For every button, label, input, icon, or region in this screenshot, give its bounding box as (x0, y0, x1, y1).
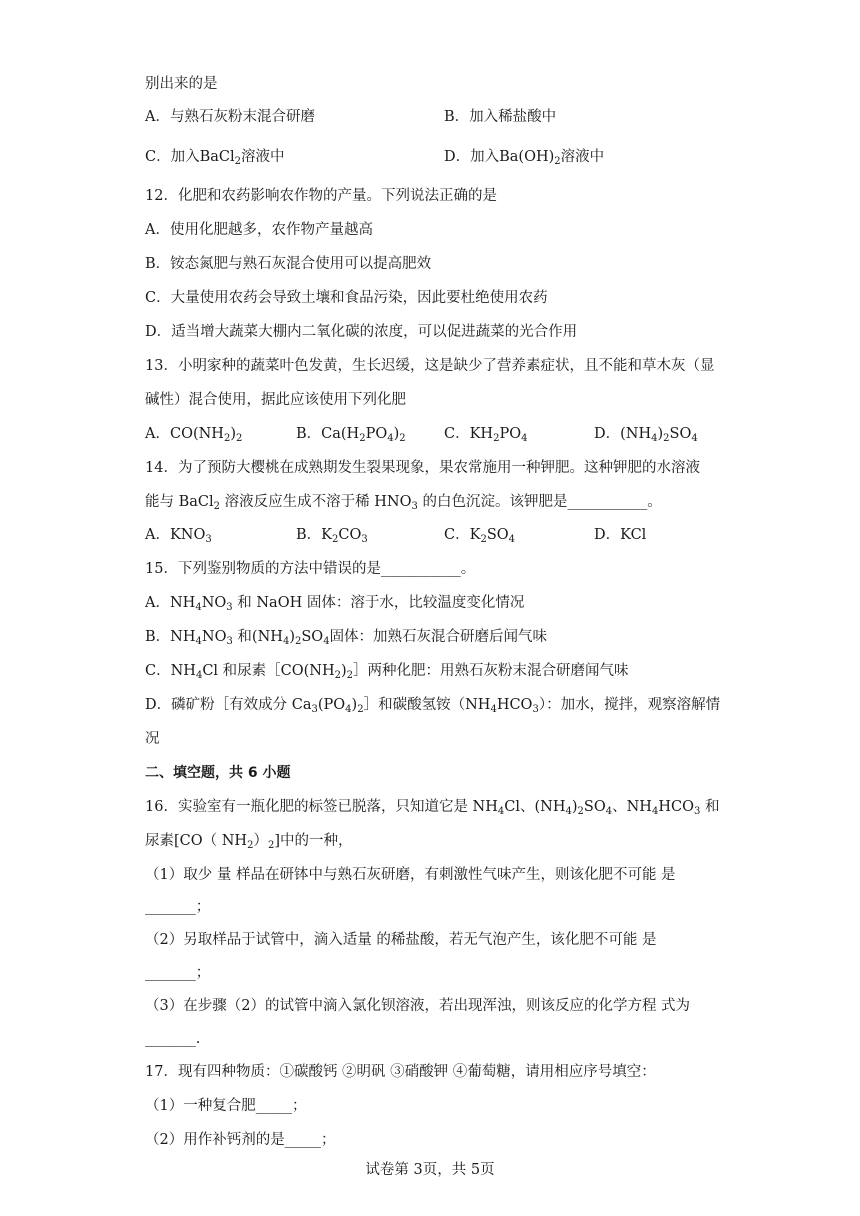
q16-part3: （3）在步骤（2）的试管中滴入氯化钡溶液，若出现浑浊，则该反应的化学方程 式为 (145, 998, 691, 1014)
q15-option-a: A．$NH_4NO_3$ 和 NaOH 固体：溶于水，比较温度变化情况 (145, 595, 525, 613)
q16-part1-blank: _______； (145, 899, 211, 915)
q12-stem: 12．化肥和农药影响农作物的产量。下列说法正确的是 (145, 188, 497, 204)
q16-part2-blank: _______； (145, 965, 211, 981)
q16-part2: （2）另取样品于试管中，滴入适量 的稀盐酸，若无气泡产生，该化肥不可能 是 (145, 932, 657, 948)
q13-option-b: B．$Ca(H_2PO_4)_2$ (296, 426, 406, 444)
q16-stem-line2: 尿素[CO（ $NH_2)_2$]中的一种， (145, 833, 353, 851)
q16-stem-line1: 16．实验室有一瓶化肥的标签已脱落，只知道它是 $NH_4Cl$、$(NH_4)_2SO_4$、$NH_4HCO_3$ 和 (145, 799, 720, 817)
q15-option-d-line2: 况 (145, 731, 160, 747)
q13-stem-line1: 13．小明家种的蔬菜叶色发黄，生长迟缓，这是缺少了营养素症状，且不能和草木灰（显 (145, 358, 715, 374)
q12-option-d: D．适当增大蔬菜大棚内二氧化碳的浓度，可以促进蔬菜的光合作用 (145, 324, 578, 340)
q11-option-a: A．与熟石灰粉末混合研磨 (145, 109, 315, 125)
q12-option-c: C．大量使用农药会导致土壤和食品污染，因此要杜绝使用农药 (145, 290, 548, 306)
q12-option-b: B．铵态氮肥与熟石灰混合使用可以提高肥效 (145, 256, 432, 272)
q16-part1: （1）取少 量 样品在研钵中与熟石灰研磨，有刺激性气味产生，则该化肥不可能 是 (145, 867, 676, 883)
q15-stem: 15．下列鉴别物质的方法中错误的是___________。 (145, 561, 476, 577)
question-11-stem-tail: 别出来的是 (145, 76, 218, 92)
q14-option-a: A．$KNO_3$ (145, 527, 212, 545)
q11-option-b: B．加入稀盐酸中 (444, 109, 557, 125)
q15-option-b: B．$NH_4NO_3$ 和$(NH_4)_2SO_4$固体：加熟石灰混合研磨后闻气味 (145, 629, 548, 647)
section-heading: 二、填空题，共 6 小题 (145, 765, 291, 781)
q13-option-c: C．$KH_2PO_4$ (444, 426, 528, 444)
q14-stem-line1: 14．为了预防大樱桃在成熟期发生裂果现象，果农常施用一种钾肥。这种钾肥的水溶液 (145, 460, 700, 476)
q15-option-c: C．$NH_4Cl$ 和尿素$[CO(NH_2)_2]$两种化肥：用熟石灰粉末混合研磨闻气味 (145, 663, 629, 681)
q11-option-c: C．加入BaCl$_2$溶液中 (145, 149, 285, 167)
q15-option-d-line1: D．磷矿粉［有效成分 $Ca_3(PO_4)_2]$和碳酸氢铵$(NH_4HCO_3)$：加水，搅拌，观察溶解情 (145, 697, 721, 715)
q16-part3-blank: _______. (145, 1031, 201, 1047)
q13-option-d: D．$(NH_4)_2SO_4$ (594, 426, 698, 444)
q14-option-d: D．KCl (594, 527, 647, 543)
q17-part1: （1）一种复合肥_____； (145, 1098, 307, 1114)
q11-option-d: D．加入$Ba(OH)_2$溶液中 (444, 149, 605, 167)
q13-option-a: A．$CO(NH_2)_2$ (145, 426, 243, 444)
q14-option-c: C．$K_2SO_4$ (444, 527, 516, 545)
q17-stem: 17．现有四种物质：①碳酸钙 ②明矾 ③硝酸钾 ④葡萄糖，请用相应序号填空： (145, 1064, 656, 1080)
q14-option-b: B．$K_2CO_3$ (296, 527, 368, 545)
q12-option-a: A．使用化肥越多，农作物产量越高 (145, 222, 373, 238)
q17-part2: （2）用作补钙剂的是_____； (145, 1132, 336, 1148)
q14-stem-line2: 能与 BaCl$_2$ 溶液反应生成不溶于稀 $HNO_3$ 的白色沉淀。该钾肥是___________。 (145, 494, 662, 512)
q13-stem-line2: 碱性）混合使用，据此应该使用下列化肥 (145, 392, 406, 408)
page-footer: 试卷第 3页，共 5页 (365, 1162, 495, 1178)
